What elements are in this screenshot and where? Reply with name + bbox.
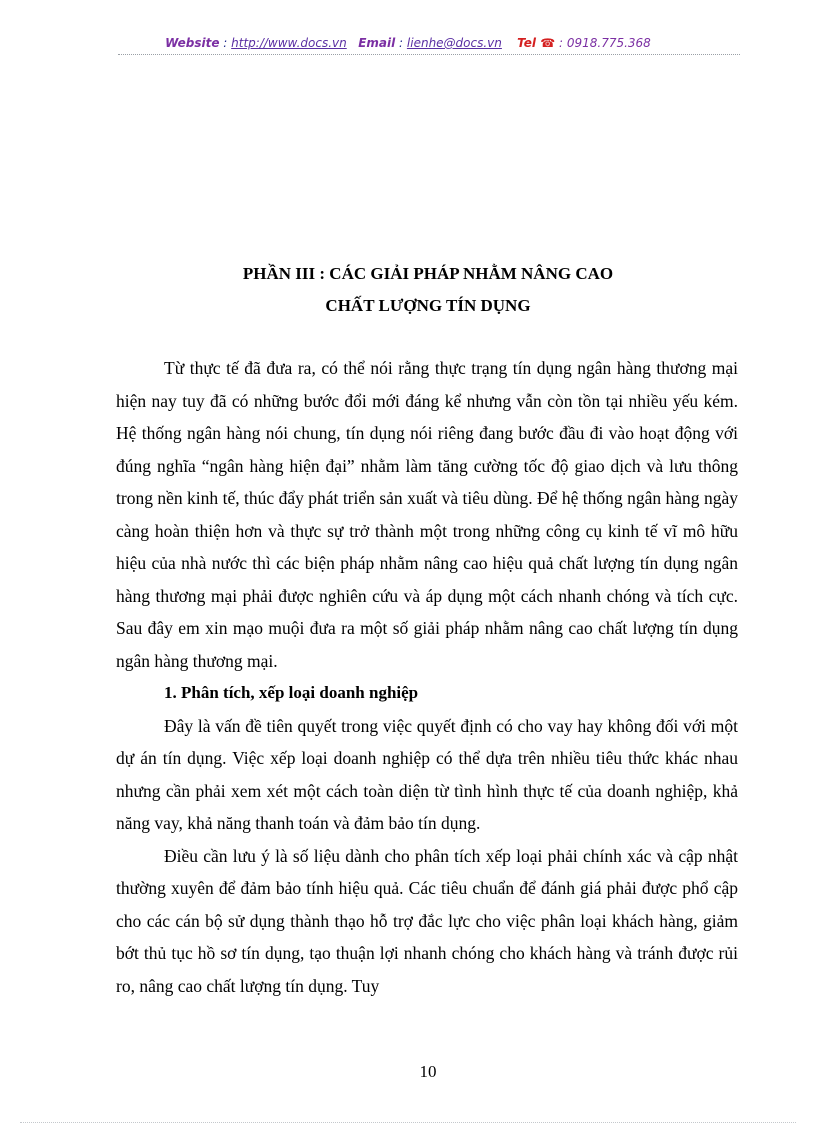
title-line-2: CHẤT LƯỢNG TÍN DỤNG [325,296,531,315]
section-heading-1: 1. Phân tích, xếp loại doanh nghiệp [164,683,419,702]
email-colon: : [395,36,407,50]
tel-label: Tel ☎ [517,36,556,50]
paragraph-classification: Đây là vấn đề tiên quyết trong việc quyết định có cho vay hay không đối với một dự án tín dụng. Việc xếp loại doanh nghiệp có thể dựa trên nhiều tiêu thức khác nhau nhưng cần phải xem xét một cách toàn diện từ tình hình thực tế của doanh nghiệp, khả năng vay, khả năng thanh toán và đảm bảo tín dụng. [116,715,738,833]
paragraph-intro: Từ thực tế đã đưa ra, có thể nói rằng thực trạng tín dụng ngân hàng thương mại hiện nay tuy đã có những bước đổi mới đáng kể nhưng vẫn còn tồn tại nhiều yếu kém. Hệ thống ngân hàng nói chung, tín dụng nói riêng đang bước đầu đi vào hoạt động với đúng nghĩa “ngân hàng hiện đại” nhằm làm tăng cường tốc độ giao dịch và lưu thông trong nền kinh tế, thúc đẩy phát triển sản xuất và tiêu dùng. Để hệ thống ngân hàng ngày càng hoàn thiện hơn và thực sự trở thành một trong những công cụ kinh tế vĩ mô hữu hiệu của nhà nước thì các biện pháp nhằm nâng cao hiệu quả chất lượng tín dụng ngân hàng thương mại phải được nghiên cứu và áp dụng một cách nhanh chóng và tích cực. Sau đây em xin mạo muội đưa ra một số giải pháp nhằm nâng cao chất lượng tín dụng ngân hàng thương mại. [116,358,738,671]
title-line-1: PHẦN III : CÁC GIẢI PHÁP NHẰM NÂNG CAO [242,264,614,283]
page-header [0,36,816,50]
website-label: Website [165,36,220,50]
page-number: 10 [419,1062,437,1081]
website-link[interactable]: http://www.docs.vn [231,36,347,50]
website-colon: : [219,36,232,50]
paragraph-note: Điều cần lưu ý là số liệu dành cho phân tích xếp loại phải chính xác và cập nhật thường xuyên để đảm bảo tính hiệu quả. Các tiêu chuẩn để đánh giá phải được phổ cập cho các cán bộ sử dụng thành thạo hỗ trợ đắc lực cho việc phân loại khách hàng, giảm bớt thủ tục hồ sơ tín dụng, tạo thuận lợi nhanh chóng cho khách hàng và tránh được rủi ro, nâng cao chất lượng tín dụng. Tuy [116,845,738,996]
email-label: Email [358,36,396,50]
header-divider [118,54,740,55]
section-title [0,258,816,322]
email-link[interactable]: lienhe@docs.vn [406,36,502,50]
tel-value: : 0918.775.368 [555,36,651,50]
document-body [116,352,738,1002]
